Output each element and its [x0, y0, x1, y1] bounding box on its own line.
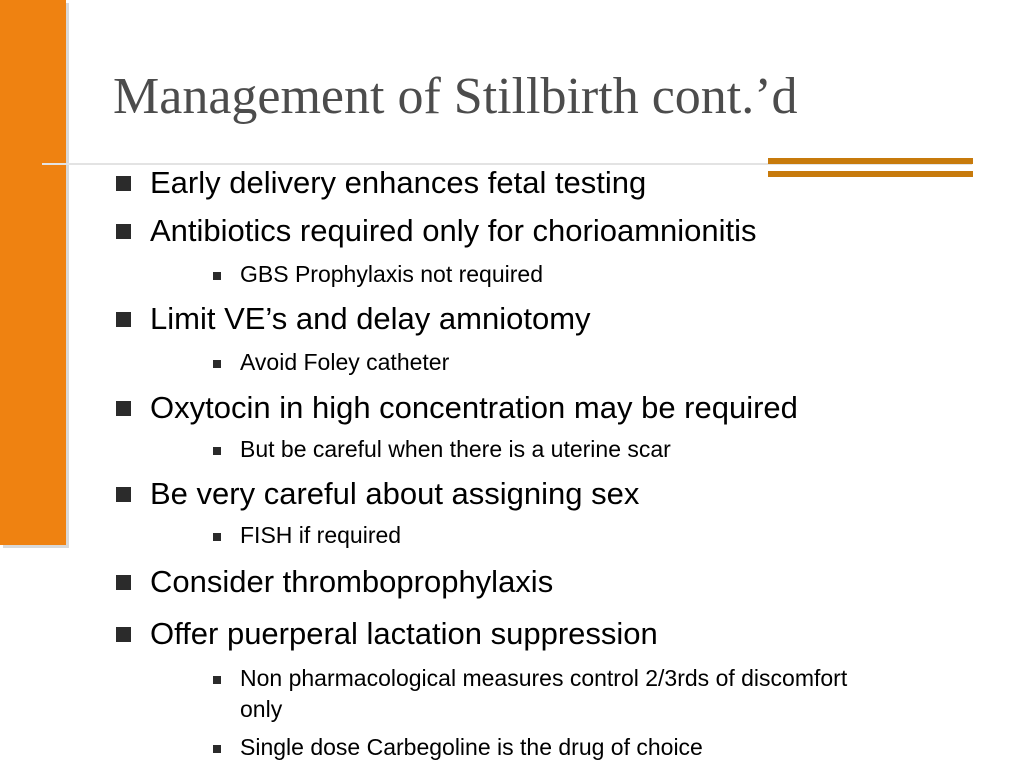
- square-bullet-icon: [116, 401, 131, 416]
- sub-bullet-text: Non pharmacological measures control 2/3rds of discomfort only: [240, 665, 848, 722]
- square-bullet-icon: [116, 487, 131, 502]
- sub-bullet-item: [213, 259, 893, 290]
- small-square-bullet-icon: [213, 676, 221, 684]
- sub-bullet-item: [213, 663, 893, 725]
- sub-bullet-text: Single dose Carbegoline is the drug of choice: [240, 734, 703, 760]
- bullet-text: Offer puerperal lactation suppression: [150, 616, 658, 651]
- square-bullet-icon: [116, 627, 131, 642]
- sub-bullet-item: [213, 520, 893, 551]
- sub-bullet-text: FISH if required: [240, 522, 402, 548]
- small-square-bullet-icon: [213, 533, 221, 541]
- sub-bullet-text: But be careful when there is a uterine scar: [240, 436, 671, 462]
- sub-bullet-item: [213, 347, 893, 378]
- square-bullet-icon: [116, 176, 131, 191]
- small-square-bullet-icon: [213, 745, 221, 753]
- sub-bullet-text: Avoid Foley catheter: [240, 349, 450, 375]
- small-square-bullet-icon: [213, 447, 221, 455]
- bullet-list: [113, 0, 993, 768]
- square-bullet-icon: [116, 575, 131, 590]
- sub-bullet-text: GBS Prophylaxis not required: [240, 261, 543, 287]
- square-bullet-icon: [116, 224, 131, 239]
- bullet-text: Limit VE’s and delay amniotomy: [150, 301, 591, 336]
- bullet-text: Early delivery enhances fetal testing: [150, 165, 647, 200]
- sub-bullet-item: [213, 434, 893, 465]
- square-bullet-icon: [116, 312, 131, 327]
- left-accent-bar: [0, 0, 66, 545]
- slide-title: Management of Stillbirth cont.’d: [113, 68, 798, 125]
- bullet-text: Antibiotics required only for chorioamnionitis: [150, 213, 757, 248]
- bullet-text: Consider thromboprophylaxis: [150, 564, 554, 599]
- small-square-bullet-icon: [213, 360, 221, 368]
- small-square-bullet-icon: [213, 272, 221, 280]
- sub-bullet-item: [213, 732, 893, 763]
- bullet-text: Oxytocin in high concentration may be required: [150, 390, 798, 425]
- bullet-text: Be very careful about assigning sex: [150, 476, 640, 511]
